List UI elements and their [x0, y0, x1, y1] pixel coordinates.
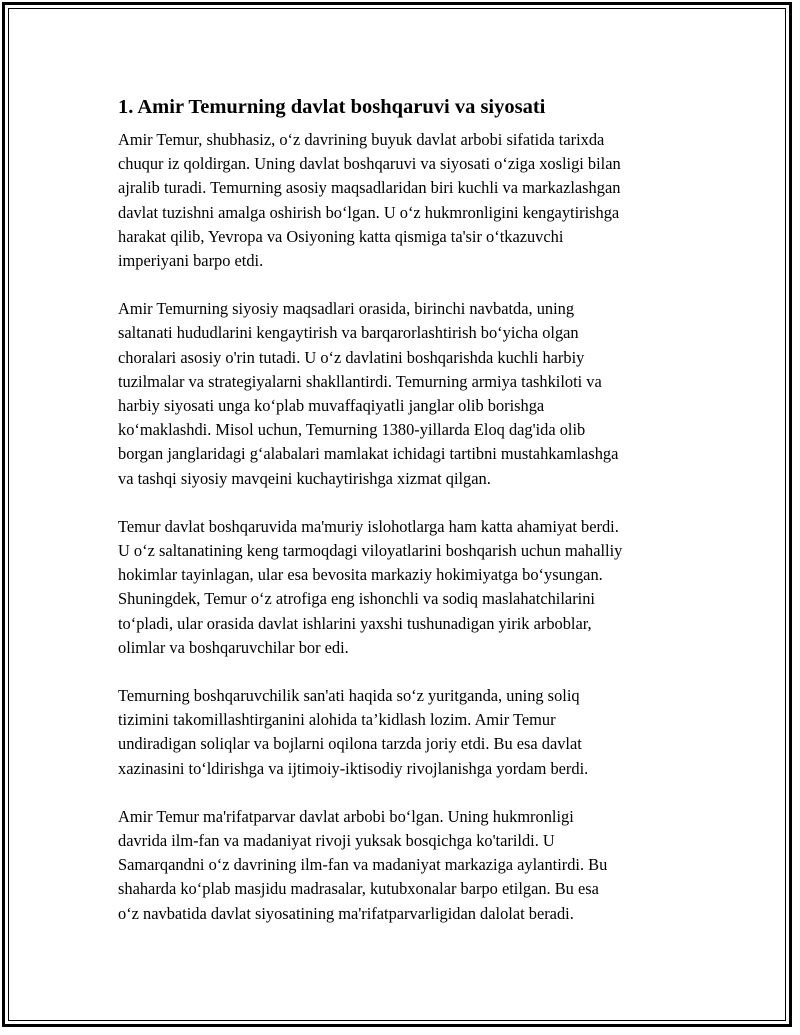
- text-line: Shuningdek, Temur o‘z atrofiga eng ishonchli va sodiq maslahatchilarini: [118, 589, 595, 609]
- text-line: davrida ilm-fan va madaniyat rivoji yuksak bosqichga ko'tarildi. U: [118, 831, 555, 851]
- document-body: [118, 94, 702, 950]
- text-line: tuzilmalar va strategiyalarni shakllantirdi. Temurning armiya tashkiloti va: [118, 371, 602, 391]
- text-line: chuqur iz qoldirgan. Uning davlat boshqaruvi va siyosati o‘ziga xosligi bilan: [118, 154, 621, 174]
- text-line: Amir Temur ma'rifatparvar davlat arbobi bo‘lgan. Uning hukmronligi: [118, 806, 574, 826]
- section-heading: 1. Amir Temurning davlat boshqaruvi va siyosati: [118, 96, 546, 118]
- text-line: Amir Temur, shubhasiz, o‘z davrining buyuk davlat arbobi sifatida tarixda: [118, 130, 605, 149]
- text-line: Temurning boshqaruvchilik san'ati haqida so‘z yuritganda, uning soliq: [118, 686, 580, 706]
- text-line: Amir Temurning siyosiy maqsadlari orasida, birinchi navbatda, uning: [118, 299, 575, 319]
- text-line: olimlar va boshqaruvchilar bor edi.: [118, 637, 349, 657]
- text-line: Samarqandni o‘z davrining ilm-fan va madaniyat markaziga aylantirdi. Bu: [118, 855, 608, 875]
- text-line: choralari asosiy o'rin tutadi. U o‘z davlatini boshqarishda kuchli harbiy: [118, 347, 585, 367]
- text-line: saltanati hududlarini kengaytirish va barqarorlashtirish bo‘yicha olgan: [118, 323, 579, 343]
- paragraph-5: [118, 805, 702, 926]
- text-line: harakat qilib, Yevropa va Osiyoning katta qismiga ta'sir o‘tkazuvchi: [118, 226, 564, 246]
- text-line: hokimlar tayinlagan, ular esa bevosita markaziy hokimiyatga bo‘ysungan.: [118, 565, 603, 585]
- text-line: xazinasini to‘ldirishga va ijtimoiy-iktisodiy rivojlanishga yordam berdi.: [118, 758, 589, 778]
- paragraph-2: [118, 297, 702, 491]
- paragraph-4: [118, 684, 702, 781]
- text-line: to‘pladi, ular orasida davlat ishlarini yaxshi tushunadigan yirik arboblar,: [118, 613, 592, 633]
- text-line: Temur davlat boshqaruvida ma'muriy islohotlarga ham katta ahamiyat berdi.: [118, 516, 619, 536]
- text-line: tizimini takomillashtirganini alohida ta’kidlash lozim. Amir Temur: [118, 710, 556, 730]
- text-line: ko‘maklashdi. Misol uchun, Temurning 1380-yillarda Eloq dag'ida olib: [118, 420, 586, 440]
- paragraph-1: [118, 128, 702, 273]
- text-line: harbiy siyosati unga ko‘plab muvaffaqiyatli janglar olib borishga: [118, 396, 545, 416]
- text-line: undiradigan soliqlar va bojlarni oqilona tarzda joriy etdi. Bu esa davlat: [118, 734, 582, 754]
- text-line: imperiyani barpo etdi.: [118, 251, 264, 271]
- text-line: davlat tuzishni amalga oshirish bo‘lgan. U o‘z hukmronligini kengaytirishga: [118, 202, 620, 222]
- paragraph-3: [118, 515, 702, 660]
- text-line: shaharda ko‘plab masjidu madrasalar, kutubxonalar barpo etilgan. Bu esa: [118, 879, 599, 899]
- text-line: borgan janglaridagi g‘alabalari mamlakat ichidagi tartibni mustahkamlashga: [118, 444, 619, 464]
- text-line: o‘z navbatida davlat siyosatining ma'rifatparvarligidan dalolat beradi.: [118, 903, 574, 923]
- text-line: ajralib turadi. Temurning asosiy maqsadlaridan biri kuchli va markazlashgan: [118, 178, 621, 198]
- text-line: U o‘z saltanatining keng tarmoqdagi viloyatlarini boshqarish uchun mahalliy: [118, 541, 623, 561]
- text-line: va tashqi siyosiy mavqeini kuchaytirishga xizmat qilgan.: [118, 468, 491, 488]
